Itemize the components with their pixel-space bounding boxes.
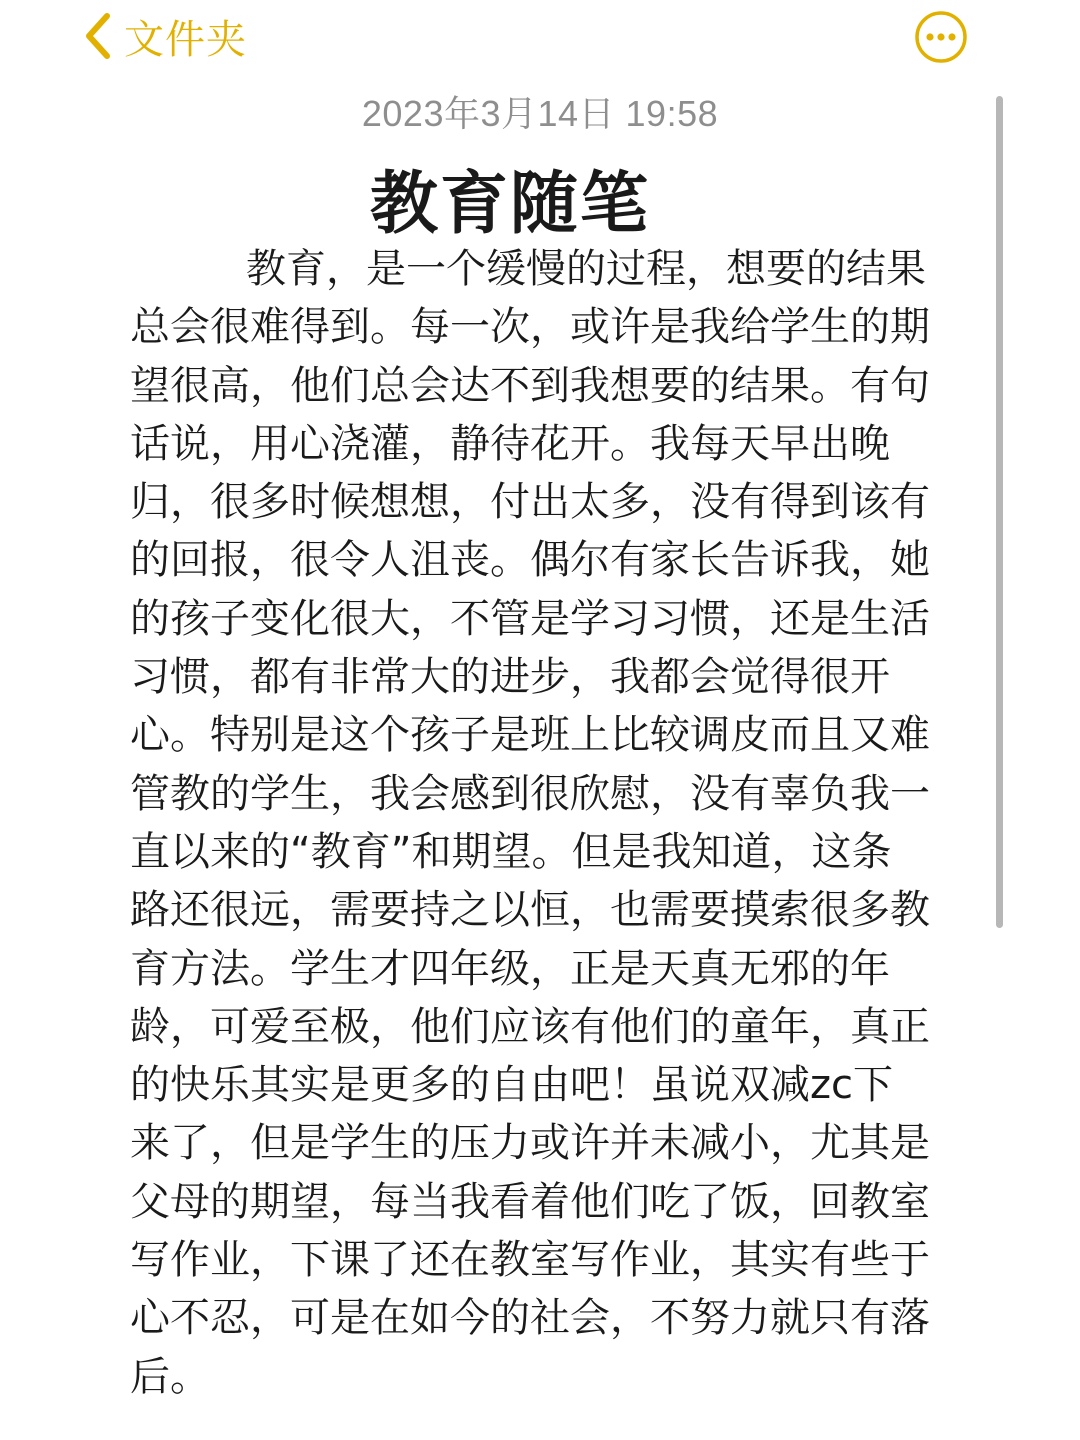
note-title[interactable]: 教育随笔 (369, 165, 650, 244)
vertical-scrollbar[interactable] (996, 96, 1003, 928)
back-button-label: 文件夹 (124, 16, 247, 63)
ellipsis-circle-icon (914, 10, 968, 64)
navigation-bar (0, 0, 1080, 80)
chevron-left-icon (84, 12, 112, 60)
note-date: 2023年3月14日 19:58 (361, 93, 719, 134)
more-options-button[interactable] (914, 10, 968, 64)
back-button[interactable] (84, 8, 247, 64)
note-body-text[interactable]: 教育，是一个缓慢的过程，想要的结果总会很难得到。每一次，或许是我给学生的期望很高，他们总会达不到我想要的结果。有句话说，用心浇灌，静待花开。我每天早出晚归，很多时候想想，付出太多，没有得到该有的回报，很令人沮丧。偶尔有家长告诉我，她的孩子变化很大，不管是学习习惯，还是生活习惯，都有非常大的进步，我都会觉得很开心。特别是这个孩子是班上比较调皮而且又难管教的学生，我会感到很欣慰，没有辜负我一直以来的“教育”和期望。但是我知道，这条路还很远，需要持之以恒，也需要摸索很多教育方法。学生才四年级，正是天真无邪的年龄，可爱至极，他们应该有他们的童年，真正的快乐其实是更多的自由吧！虽说双减zc下来了，但是学生的压力或许并未减小，尤其是父母的期望，每当我看着他们吃了饭，回教室写作业，下课了还在教室写作业，其实有些于心不忍，可是在如今的社会，不努力就只有落后。 (130, 246, 930, 1400)
